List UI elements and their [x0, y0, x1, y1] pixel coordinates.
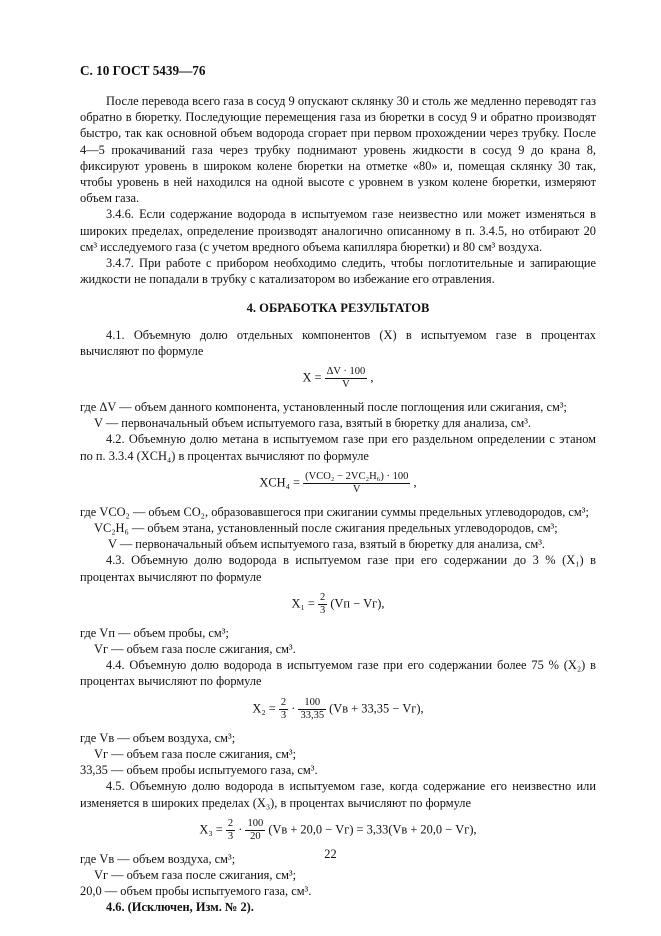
fraction	[318, 592, 327, 617]
paragraph-3-4-7: 3.4.7. При работе с прибором необходимо следить, чтобы поглотительные и запирающие жидкости не попадали в трубку с катализатором во избежание его отравления.	[80, 256, 596, 287]
denominator: 3	[319, 604, 326, 616]
denominator: 3	[227, 830, 234, 842]
denominator: 20	[250, 830, 261, 842]
denominator: 3	[280, 709, 287, 721]
formula-lhs: X₃ =	[199, 822, 223, 837]
formula-lhs: X =	[302, 370, 322, 385]
section-title: 4. ОБРАБОТКА РЕЗУЛЬТАТОВ	[246, 301, 430, 316]
numerator: 2	[319, 591, 326, 603]
formula-tail: (Vп − Vг),	[330, 596, 385, 611]
numerator: 100	[298, 697, 326, 710]
page-number: 22	[324, 847, 337, 861]
definition: VC₂H₆ — объем этана, установленный после сжигания предельных углеводородов, см³;	[94, 521, 558, 536]
definition: Vг — объем газа после сжигания, см³;	[94, 746, 297, 761]
document-body	[80, 93, 596, 916]
formula-lhs: X₁ =	[291, 596, 315, 611]
definition: 20,0 — объем пробы испытуемого газа, см³.	[80, 884, 312, 899]
formula-tail: ,	[413, 475, 417, 490]
paragraph-4-1: 4.1. Объемную долю отдельных компонентов (X) в испытуемом газе в процентах вычисляют по формуле	[80, 327, 596, 358]
fraction	[245, 818, 265, 843]
definition: где ΔV — объем данного компонента, установленный после поглощения или сжигания, см³;	[80, 400, 567, 415]
definition: где Vв — объем воздуха, см³;	[80, 730, 236, 745]
paragraph-4-5: 4.5. Объемную долю водорода в испытуемом газе, когда содержание его неизвестно или изменяется в широких пределах (X₃), в процентах вычисляют по формуле	[80, 779, 596, 810]
paragraph-4-2: 4.2. Объемную долю метана в испытуемом газе при его раздельном определении с этаном по п. 3.3.4 (XCH₄) в процентах вычисляют по формуле	[80, 432, 596, 463]
formula-4-3	[80, 592, 596, 617]
formula-tail: (Vв + 20,0 − Vг) = 3,33(Vв + 20,0 − Vг),	[268, 822, 477, 837]
formula-tail: (Vв + 33,35 − Vг),	[329, 701, 424, 716]
page-header: С. 10 ГОСТ 5439—76	[80, 63, 206, 78]
paragraph-4-3: 4.3. Объемную долю водорода в испытуемом газе при его содержании до 3 % (X₁) в процентах вычисляют по формуле	[80, 553, 596, 584]
definition: где Vп — объем пробы, см³;	[80, 625, 229, 640]
paragraph-3-4-6: 3.4.6. Если содержание водорода в испытуемом газе неизвестно или может изменяться в широких пределах, определение производят аналогично описанному в п. 3.4.5, но отбирают 20 см³ исследуемого газа (с учетом вредного объема капилляра бюретки) и 80 см³ воздуха.	[80, 207, 596, 254]
numerator: 2	[227, 817, 234, 829]
paragraph-4-4: 4.4. Объемную долю водорода в испытуемом газе при его содержании более 75 % (X₂) в процентах вычисляют по формуле	[80, 658, 596, 689]
numerator: (VCO₂ − 2VC₂H₆) · 100	[305, 470, 409, 482]
definition: Vг — объем газа после сжигания, см³.	[94, 642, 296, 657]
numerator: ΔV · 100	[326, 366, 366, 378]
formula-lhs: XCH₄ =	[259, 475, 300, 490]
paragraph-4-6: 4.6. (Исключен, Изм. № 2).	[106, 900, 254, 915]
formula-tail: ,	[370, 370, 374, 385]
formula-4-5: X₃ = $\frac{2}{3}$ · $\frac{100}{20}$ (Vв + 20,0 − Vг) = 3,33(Vв + 20,0 − Vг),	[199, 817, 477, 842]
numerator: 2	[280, 696, 287, 708]
definition: V — первоначальный объем испытуемого газа, взятый в бюретку для анализа, см³.	[108, 537, 546, 552]
formula-4-4: X₂ = $\frac{2}{3}$ · $\frac{100}{33,35}$ (Vв + 33,35 − Vг),	[252, 696, 424, 721]
formula-lhs: X₂ =	[252, 701, 276, 716]
fraction	[325, 366, 368, 391]
definition: где Vв — объем воздуха, см³;	[80, 851, 236, 866]
formula-4-2	[80, 471, 596, 496]
formula-4-1	[80, 366, 596, 391]
definition: Vг — объем газа после сжигания, см³;	[94, 867, 297, 882]
paragraph: После перевода всего газа в сосуд 9 опускают склянку 30 и столь же медленно переводят газ обратно в бюретку. Последующие перемещения газа из бюретки в сосуд 9 и обратно производят быстро, так как основной объем водорода сгорает при первом прохождении через трубку. После 4—5 прокачиваний газа через трубку поднимают уровень жидкости в сосуд 9 до крана 8, фиксируют уровень в широком колене бюретки на отметке «80» и, помещая склянку 30 так, чтобы уровень в ней находился на одной высоте с уровнем в узком колене бюретки, измеряют объем газа.	[80, 94, 596, 206]
fraction	[303, 471, 410, 496]
fraction	[226, 818, 235, 843]
definition: V — первоначальный объем испытуемого газа, взятый в бюретку для анализа, см³.	[94, 416, 532, 431]
denominator: V	[342, 379, 350, 391]
denominator: 33,35	[300, 709, 325, 721]
definition: где VCO₂ — объем CO₂, образовавшегося при сжигании суммы предельных углеводородов, см³;	[80, 504, 589, 519]
fraction	[298, 697, 326, 722]
denominator: V	[352, 483, 361, 495]
fraction	[279, 697, 288, 722]
definition: 33,35 — объем пробы испытуемого газа, см³.	[80, 763, 318, 778]
numerator: 100	[247, 817, 264, 829]
